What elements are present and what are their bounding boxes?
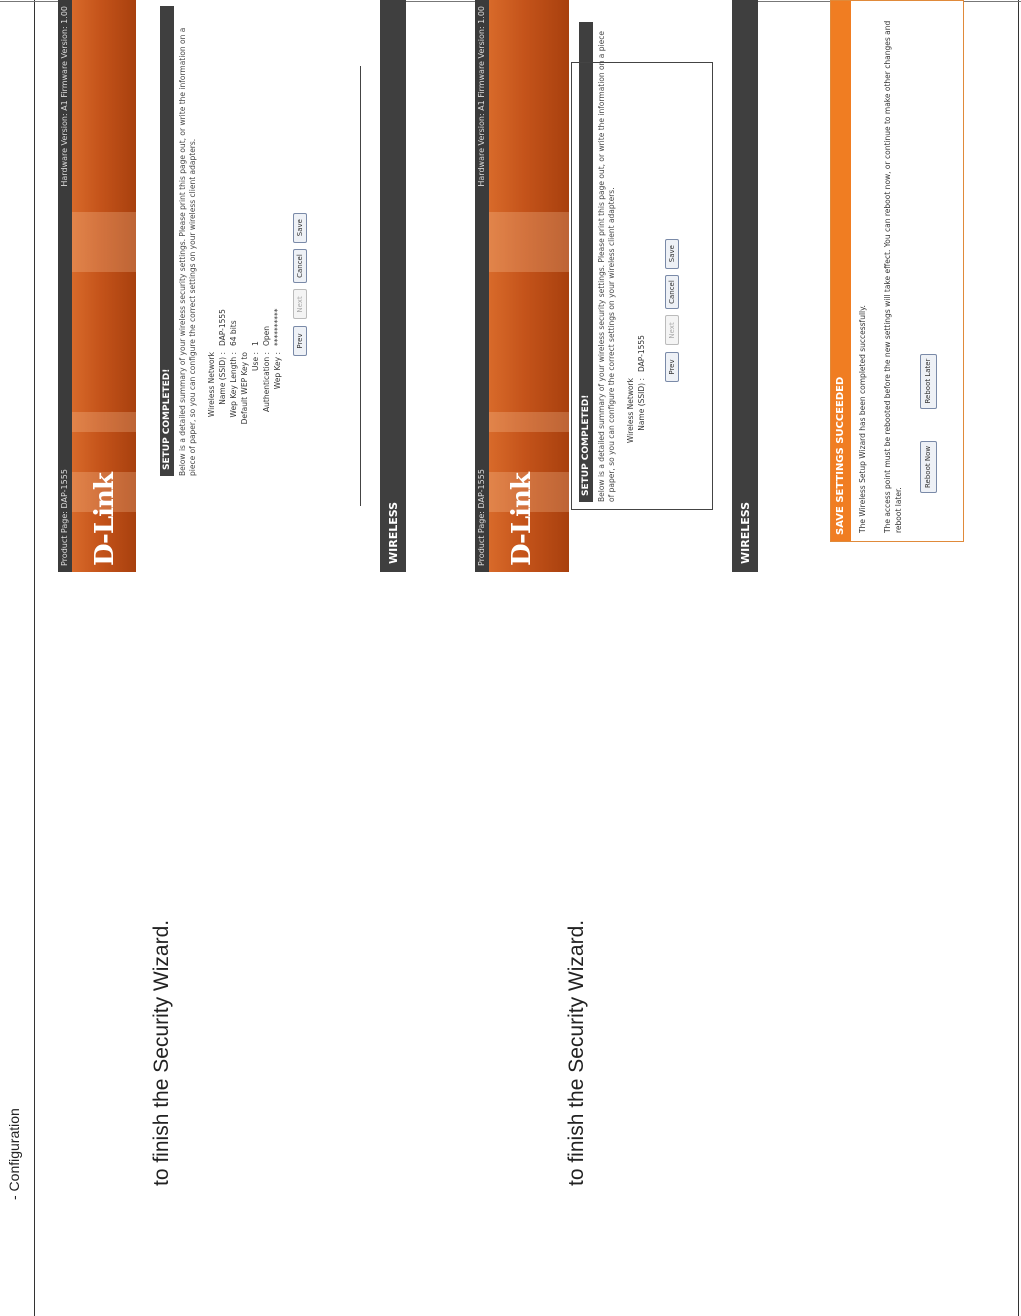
nav-wireless[interactable]: WIRELESS xyxy=(387,501,400,564)
next-button[interactable]: Next xyxy=(665,315,679,345)
nav-wireless[interactable]: WIRELESS xyxy=(739,501,752,564)
right-border-line xyxy=(1018,0,1019,1316)
setup-completed-title: SETUP COMPLETED! xyxy=(579,22,593,502)
reboot-later-button[interactable]: Reboot Later xyxy=(920,354,937,409)
field-default-wep-key: Default WEP Key to Use :1 xyxy=(240,341,260,425)
product-bar xyxy=(58,0,72,572)
save-success-message: The Wireless Setup Wizard has been completed successfully. xyxy=(858,305,867,533)
field-ssid: Wireless Network Name (SSID) :DAP-1555 xyxy=(207,309,227,418)
setup-description: Below is a detailed summary of your wireless security settings. Please print this page out, or write the information on a piece of paper, so you can configure the correct settings on your wireless client adapters. xyxy=(597,31,616,502)
dlink-banner xyxy=(72,0,136,572)
field-authentication: Authentication :Open xyxy=(262,325,271,412)
next-button[interactable]: Next xyxy=(293,289,307,319)
product-bar xyxy=(475,0,489,572)
hardware-version-label: Hardware Version: A1 Firmware Version: 1.00 xyxy=(477,6,486,187)
dlink-logo: D-Link xyxy=(507,473,537,566)
instruction-bottom: to finish the Security Wizard. xyxy=(565,919,588,1186)
save-settings-title: SAVE SETTINGS SUCCEEDED xyxy=(831,1,851,541)
nav-bar xyxy=(732,0,758,572)
instruction-top: to finish the Security Wizard. xyxy=(150,919,173,1186)
reboot-now-button[interactable]: Reboot Now xyxy=(920,441,937,493)
field-wep-key-length: Wep Key Length :64 bits xyxy=(229,320,238,418)
screenshot-setup-completed-2 xyxy=(475,0,758,572)
product-page-label: Product Page: DAP-1555 xyxy=(60,469,69,566)
reboot-message: The access point must be rebooted before the new settings will take effect. You can reboot now, or continue to make other changes and reboot later. xyxy=(883,20,903,533)
field-wep-key: Wep Key :********** xyxy=(273,308,282,390)
prev-button[interactable]: Prev xyxy=(293,326,307,356)
dlink-logo: D-Link xyxy=(90,473,120,566)
dlink-banner xyxy=(489,0,569,572)
nav-bar xyxy=(380,0,406,572)
screenshot-setup-completed-1 xyxy=(58,0,406,572)
setup-completed-title: SETUP COMPLETED! xyxy=(160,6,174,476)
left-border-line xyxy=(34,0,35,1316)
section-label: - Configuration xyxy=(6,1108,22,1200)
product-page-label: Product Page: DAP-1555 xyxy=(477,469,486,566)
field-ssid: Wireless Network Name (SSID) :DAP-1555 xyxy=(626,335,646,444)
content-frame xyxy=(360,66,361,506)
save-settings-panel xyxy=(830,0,964,542)
setup-description: Below is a detailed summary of your wireless security settings. Please print this page out, or write the information on a piece of paper, so you can configure the correct settings on your wireless client adapters. xyxy=(178,27,197,476)
save-button[interactable]: Save xyxy=(293,213,307,243)
prev-button[interactable]: Prev xyxy=(665,352,679,382)
hardware-version-label: Hardware Version: A1 Firmware Version: 1.00 xyxy=(60,6,69,187)
cancel-button[interactable]: Cancel xyxy=(293,249,307,283)
cancel-button[interactable]: Cancel xyxy=(665,275,679,309)
save-button[interactable]: Save xyxy=(665,239,679,269)
content-frame xyxy=(571,62,713,510)
